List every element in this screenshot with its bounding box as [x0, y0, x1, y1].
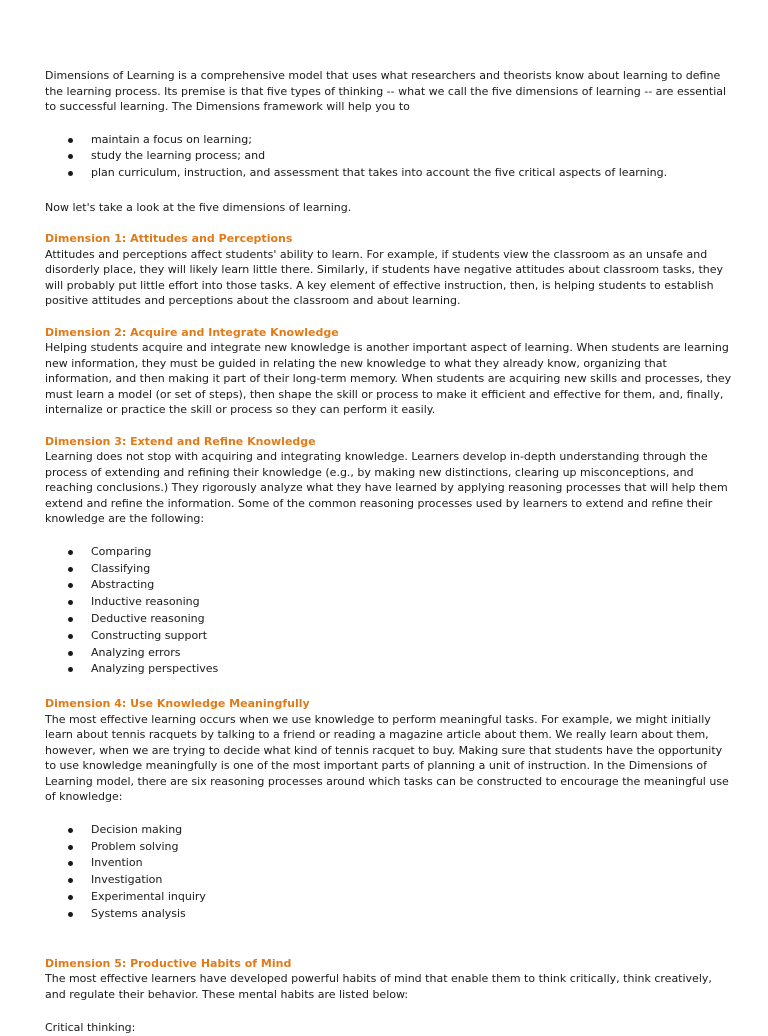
- dimension-4-heading: Dimension 4: Use Knowledge Meaningfully: [45, 697, 310, 711]
- dimension-3-body: Learning does not stop with acquiring and integrating knowledge. Learners develop in-depth understanding through the process of extending and refining their knowledge (e.g., by making new distinctions, clearing up misconceptions, and reaching conclusions.) They rigorously analyze what they have learned by applying reasoning processes that will help them extend and refine the information. Some of the common reasoning processes used by learners to extend and refine their knowledge are the following:: [45, 450, 728, 526]
- list-item: Experimental inquiry: [45, 889, 735, 906]
- lead-in-paragraph: Now let's take a look at the five dimensions of learning.: [45, 200, 352, 214]
- dimension-5-heading: Dimension 5: Productive Habits of Mind: [45, 956, 292, 970]
- dimension-3-list: [45, 544, 735, 678]
- list-item: Analyzing perspectives: [45, 661, 735, 678]
- list-item: Decision making: [45, 822, 735, 839]
- critical-thinking-heading: Critical thinking:: [45, 1021, 136, 1035]
- dimension-3-heading: Dimension 3: Extend and Refine Knowledge: [45, 434, 316, 448]
- dimension-2-heading: Dimension 2: Acquire and Integrate Knowledge: [45, 325, 339, 339]
- dimension-1-body: Attitudes and perceptions affect students' ability to learn. For example, if students view the classroom as an unsafe and disorderly place, they will likely learn little there. Similarly, if students have negative attitudes about classroom tasks, they will probably put little effort into those tasks. A key element of effective instruction, then, is helping students to establish positive attitudes and perceptions about the classroom and about learning.: [45, 247, 724, 308]
- list-item: plan curriculum, instruction, and assessment that takes into account the five critical aspects of learning.: [45, 165, 735, 182]
- list-item: Constructing support: [45, 628, 735, 645]
- list-item: Problem solving: [45, 839, 735, 856]
- intro-list: [45, 132, 735, 182]
- dimension-1-heading: Dimension 1: Attitudes and Perceptions: [45, 232, 293, 246]
- list-item: Comparing: [45, 544, 735, 561]
- dimension-4-list: [45, 822, 735, 923]
- list-item: Abstracting: [45, 577, 735, 594]
- list-item: maintain a focus on learning;: [45, 132, 735, 149]
- dimension-5-body: The most effective learners have developed powerful habits of mind that enable them to think critically, think creatively, and regulate their behavior. These mental habits are listed below:: [45, 972, 712, 1001]
- list-item: Systems analysis: [45, 906, 735, 923]
- intro-paragraph: Dimensions of Learning is a comprehensive model that uses what researchers and theorists know about learning to define the learning process. Its premise is that five types of thinking -- what we call the five dimensions of learning -- are essential to successful learning. The Dimensions framework will help you to: [45, 69, 727, 113]
- list-item: Deductive reasoning: [45, 611, 735, 628]
- list-item: Invention: [45, 855, 735, 872]
- dimension-4-body: The most effective learning occurs when we use knowledge to perform meaningful tasks. For example, we might initially learn about tennis racquets by talking to a friend or reading a magazine article about them. We really learn about them, however, when we are trying to decide what kind of tennis racquet to buy. Making sure that students have the opportunity to use knowledge meaningfully is one of the most important parts of planning a unit of instruction. In the Dimensions of Learning model, there are six reasoning processes around which tasks can be constructed to encourage the meaningful use of knowledge:: [45, 712, 729, 804]
- list-item: Classifying: [45, 561, 735, 578]
- document-body: [45, 68, 735, 1036]
- list-item: Investigation: [45, 872, 735, 889]
- list-item: Analyzing errors: [45, 645, 735, 662]
- list-item: study the learning process; and: [45, 148, 735, 165]
- dimension-2-body: Helping students acquire and integrate new knowledge is another important aspect of learning. When students are learning new information, they must be guided in relating the new knowledge to what they already know, organizing that information, and then making it part of their long-term memory. When students are acquiring new skills and processes, they must learn a model (or set of steps), then shape the skill or process to make it efficient and effective for them, and, finally, internalize or practice the skill or process so they can perform it easily.: [45, 341, 732, 417]
- list-item: Inductive reasoning: [45, 594, 735, 611]
